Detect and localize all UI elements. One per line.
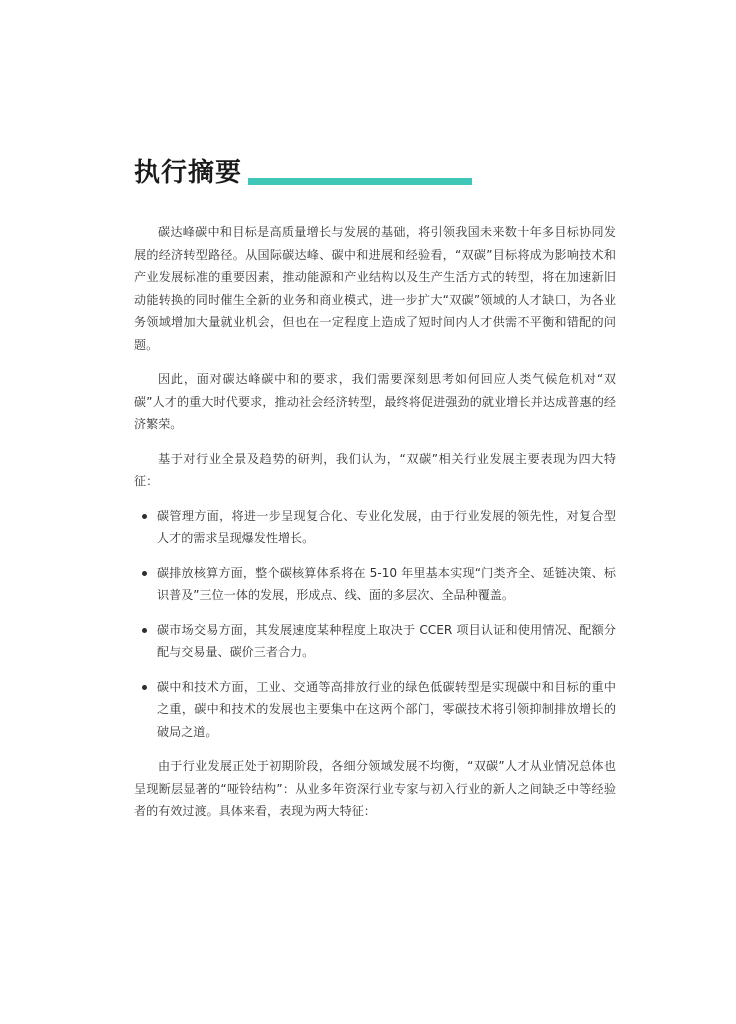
bullet-icon <box>142 628 147 633</box>
title-block <box>134 156 374 192</box>
feature-list <box>134 505 616 744</box>
bullet-icon <box>142 571 147 576</box>
list-item-text: 碳中和技术方面，工业、交通等高排放行业的绿色低碳转型是实现碳中和目标的重中之重，碳中和技术的发展也主要集中在这两个部门，零碳技术将引领抑制排放增长的破局之道。 <box>157 679 616 739</box>
paragraph-intro-2: 因此，面对碳达峰碳中和的要求，我们需要深刻思考如何回应人类气候危机对“双碳”人才的重大时代要求，推动社会经济转型，最终将促进强劲的就业增长并达成普惠的经济繁荣。 <box>134 372 616 431</box>
list-item <box>134 562 616 607</box>
bullet-icon <box>142 685 147 690</box>
paragraph-intro-3: 基于对行业全景及趋势的研判，我们认为，“双碳”相关行业发展主要表现为四大特征： <box>134 451 616 488</box>
list-item <box>134 505 616 550</box>
bullet-icon <box>142 514 147 519</box>
document-body <box>134 221 616 835</box>
list-item <box>134 619 616 664</box>
list-item-text: 碳排放核算方面，整个碳核算体系将在 5-10 年里基本实现“门类齐全、延链决策、标识普及”三位一体的发展，形成点、线、面的多层次、全品种覆盖。 <box>157 565 616 602</box>
list-item-text: 碳管理方面，将进一步呈现复合化、专业化发展，由于行业发展的领先性，对复合型人才的需求呈现爆发性增长。 <box>157 508 616 545</box>
title-accent-bar <box>248 178 472 185</box>
list-item <box>134 676 616 744</box>
list-item-text: 碳市场交易方面，其发展速度某种程度上取决于 CCER 项目认证和使用情况、配额分配与交易量、碳价三者合力。 <box>157 622 616 659</box>
paragraph-intro-1: 碳达峰碳中和目标是高质量增长与发展的基础，将引领我国未来数十年多目标协同发展的经济转型路径。从国际碳达峰、碳中和进展和经验看，“双碳”目标将成为影响技术和产业发展标准的重要因素，推动能源和产业结构以及生产生活方式的转型，将在加速新旧动能转换的同时催生全新的业务和商业模式，进一步扩大“双碳”领域的人才缺口，为各业务领域增加大量就业机会，但也在一定程度上造成了短时间内人才供需不平衡和错配的问题。 <box>134 225 616 352</box>
paragraph-closing: 由于行业发展正处于初期阶段，各细分领域发展不均衡，“双碳”人才从业情况总体也呈现断层显著的“哑铃结构”：从业多年资深行业专家与初入行业的新人之间缺乏中等经验者的有效过渡。具体来看，表现为两大特征： <box>134 759 616 818</box>
page-title: 执行摘要 <box>134 158 243 188</box>
